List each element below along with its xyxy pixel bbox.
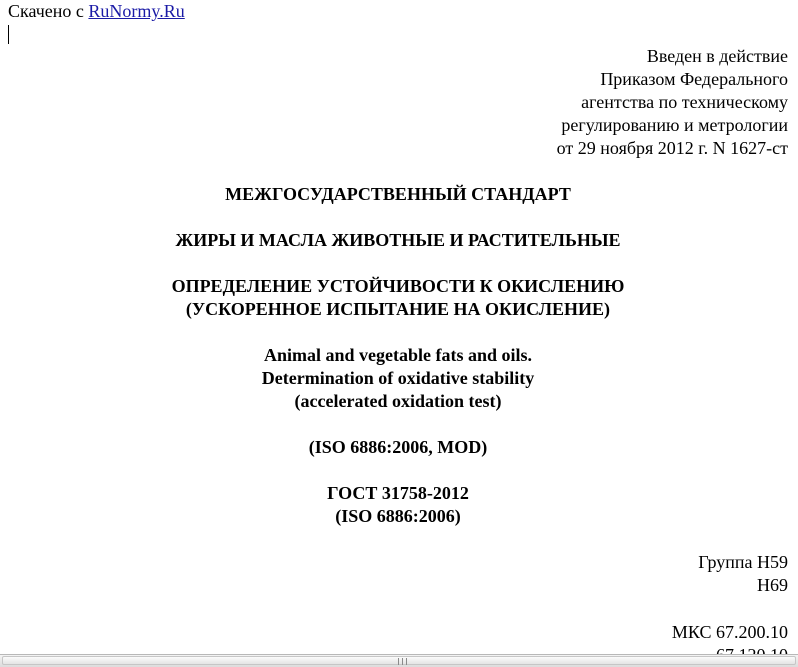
english-title-line: (accelerated oxidation test) [294,391,502,411]
scrollbar-grip-icon [398,658,407,665]
english-title [0,344,796,413]
source-line [8,0,185,23]
english-title-line: Determination of oxidative stability [261,368,535,388]
group-line: Группа Н59 [698,552,788,572]
russian-title-line: ОПРЕДЕЛЕНИЕ УСТОЙЧИВОСТИ К ОКИСЛЕНИЮ [171,276,625,296]
source-link[interactable]: RuNormy.Ru [88,1,185,21]
russian-title-line: (УСКОРЕННОЕ ИСПЫТАНИЕ НА ОКИСЛЕНИЕ) [185,299,611,319]
enactment-block [557,45,788,160]
russian-title [0,275,796,321]
scrollbar-thumb[interactable] [2,656,796,665]
iso-reference: (ISO 6886:2006) [335,506,461,526]
iso-mod-reference: (ISO 6886:2006, MOD) [308,437,488,457]
group-classification [698,551,788,597]
subject-heading: ЖИРЫ И МАСЛА ЖИВОТНЫЕ И РАСТИТЕЛЬНЫЕ [175,230,621,250]
horizontal-scrollbar[interactable] [0,654,798,667]
text-cursor [8,25,9,44]
mks-line: МКС 67.200.10 [671,622,788,642]
english-title-line: Animal and vegetable fats and oils. [263,345,533,365]
enactment-line: Приказом Федерального [600,69,788,89]
enactment-line: Введен в действие [646,46,788,66]
enactment-line: от 29 ноября 2012 г. N 1627-ст [556,138,788,158]
gost-number: ГОСТ 31758-2012 [327,483,469,503]
group-line: Н69 [757,575,788,595]
source-prefix: Скачено с [8,1,89,21]
enactment-line: регулированию и метрологии [561,115,788,135]
gost-designation [0,482,796,528]
standard-type-heading: МЕЖГОСУДАРСТВЕННЫЙ СТАНДАРТ [225,184,571,204]
enactment-line: агентства по техническому [581,92,788,112]
